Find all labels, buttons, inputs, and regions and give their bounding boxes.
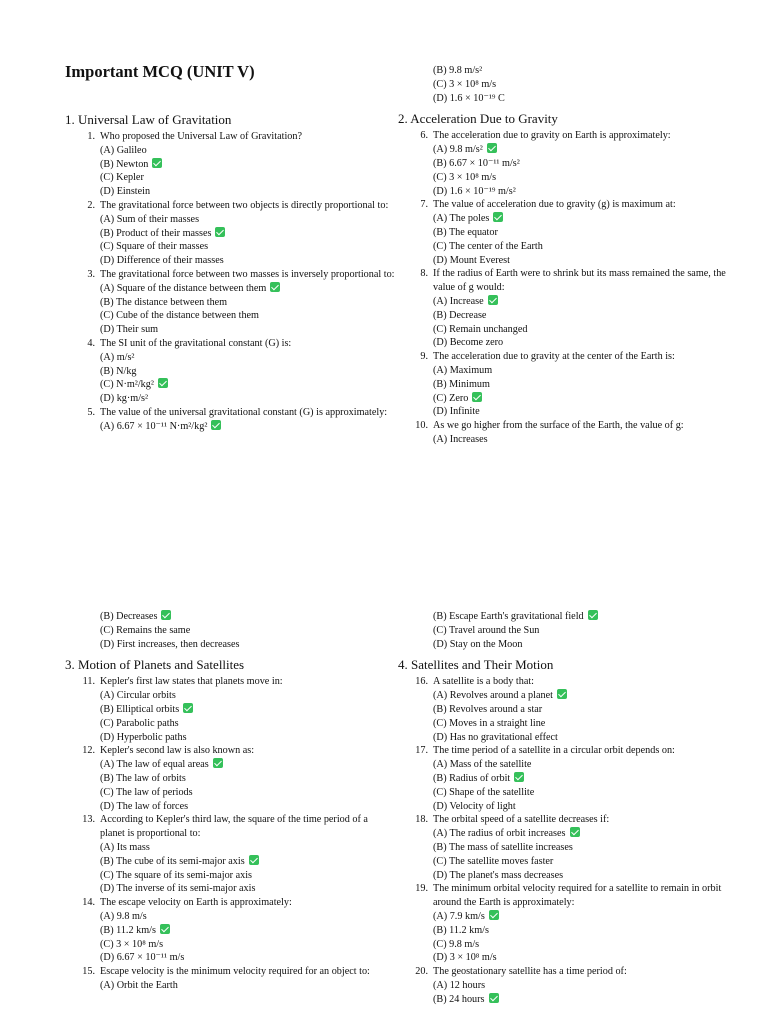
question-number: 14. (82, 897, 95, 909)
option-text: (C) Cube of the distance between them (100, 310, 259, 322)
question-row (398, 882, 728, 910)
check-mark-icon (161, 610, 171, 620)
question-number: 7. (420, 199, 428, 211)
check-mark-icon (588, 610, 598, 620)
question (398, 129, 728, 198)
question-number: 13. (82, 814, 95, 826)
answer-option (65, 254, 395, 268)
question-row (398, 129, 728, 143)
option-text: (D) Hyperbolic paths (100, 731, 187, 743)
check-mark-icon (489, 993, 499, 1003)
check-mark-icon (213, 758, 223, 768)
question-text: The value of the universal gravitational constant (G) is approximately: (100, 406, 388, 418)
question (65, 199, 395, 268)
question-text: The orbital speed of a satellite decreases if: (433, 814, 610, 826)
option-text: (A) 6.67 × 10⁻¹¹ N·m²/kg² (100, 420, 208, 432)
option-text: (A) Increases (433, 433, 488, 445)
option-text: (B) The mass of satellite increases (433, 841, 573, 853)
question (65, 965, 395, 993)
answer-option (398, 638, 728, 652)
question-row (398, 675, 728, 689)
option-text: (C) Parabolic paths (100, 717, 179, 729)
option-text: (D) Become zero (433, 337, 504, 349)
question-text: A satellite is a body that: (433, 676, 535, 688)
answer-option (65, 882, 395, 896)
answer-option (65, 365, 395, 379)
option-text: (B) Decreases (100, 611, 158, 622)
option-text: (B) The equator (433, 226, 498, 238)
option-text: (D) 3 × 10⁸ m/s (433, 952, 497, 964)
option-text: (D) 1.6 × 10⁻¹⁹ m/s² (433, 185, 516, 197)
page-title: Important MCQ (UNIT V) (65, 62, 255, 81)
option-text: (C) The center of the Earth (433, 240, 543, 252)
question (65, 406, 395, 434)
answer-option (398, 64, 728, 78)
question-text: The acceleration due to gravity on Earth is approximately: (433, 130, 671, 142)
option-text: (A) Square of the distance between them (100, 282, 267, 294)
option-text: (B) Revolves around a star (433, 703, 543, 715)
question-row (398, 198, 728, 212)
answer-option (65, 772, 395, 786)
answer-option (65, 841, 395, 855)
question (398, 267, 728, 350)
answer-option-correct (65, 703, 395, 717)
answer-option (398, 841, 728, 855)
option-text: (C) Moves in a straight line (433, 717, 546, 729)
answer-option (65, 689, 395, 703)
question-row (65, 268, 395, 282)
answer-option (398, 624, 728, 638)
option-text: (C) The square of its semi-major axis (100, 869, 253, 881)
section-heading: 1. Universal Law of Gravitation (65, 112, 232, 127)
check-mark-icon (570, 827, 580, 837)
question (398, 198, 728, 267)
answer-option (65, 979, 395, 993)
answer-option (65, 869, 395, 883)
question (398, 882, 728, 965)
question-number: 6. (420, 130, 428, 142)
option-text: (A) 9.8 m/s² (433, 144, 483, 156)
question-number: 5. (87, 406, 95, 418)
check-mark-icon (489, 910, 499, 920)
question-number: 17. (415, 745, 428, 757)
option-text: (D) Infinite (433, 406, 480, 418)
question-text: Escape velocity is the minimum velocity required for an object to: (100, 966, 370, 978)
answer-option (65, 938, 395, 952)
check-mark-icon (472, 392, 482, 402)
question-row (65, 744, 395, 758)
answer-option (398, 786, 728, 800)
answer-option-correct (65, 855, 395, 869)
answer-option (65, 213, 395, 227)
question-number: 11. (82, 676, 95, 688)
continued-options (398, 64, 728, 105)
answer-option (65, 951, 395, 965)
answer-option-correct (398, 689, 728, 703)
option-text: (C) 3 × 10⁸ m/s (433, 171, 497, 183)
option-text: (B) Elliptical orbits (100, 703, 180, 715)
question-row (65, 130, 395, 144)
option-text: (B) The distance between them (100, 296, 228, 308)
option-text: (A) 7.9 km/s (433, 910, 485, 922)
answer-option (398, 378, 728, 392)
answer-option (65, 309, 395, 323)
option-text: (A) 12 hours (433, 979, 486, 991)
question-number: 15. (82, 966, 95, 978)
question-text: The minimum orbital velocity required for a satellite to remain in orbit around the Earth is approximately: (433, 883, 722, 909)
answer-option (65, 624, 395, 638)
option-text: (B) Minimum (433, 378, 490, 390)
question (398, 965, 728, 1006)
question-text: If the radius of Earth were to shrink but its mass remained the same, the value of g would: (433, 268, 726, 294)
answer-option (65, 638, 395, 652)
option-text: (A) Circular orbits (100, 690, 176, 702)
question-number: 16. (415, 676, 428, 688)
answer-option (65, 717, 395, 731)
question-text: The SI unit of the gravitational constant (G) is: (100, 337, 292, 349)
answer-option (65, 323, 395, 337)
page1-left-column (65, 106, 395, 434)
option-text: (B) 24 hours (433, 993, 485, 1005)
question (398, 744, 728, 813)
question-text: The escape velocity on Earth is approximately: (100, 897, 292, 909)
check-mark-icon (160, 924, 170, 934)
check-mark-icon (270, 282, 280, 292)
question-text: The value of acceleration due to gravity (g) is maximum at: (433, 199, 676, 211)
option-text: (B) Decrease (433, 309, 487, 321)
answer-option (398, 78, 728, 92)
question-row (398, 350, 728, 364)
answer-option (65, 351, 395, 365)
question-row (65, 675, 395, 689)
check-mark-icon (183, 703, 193, 713)
answer-option (65, 144, 395, 158)
option-text: (D) First increases, then decreases (100, 638, 240, 650)
question (65, 268, 395, 337)
option-text: (B) 11.2 km/s (433, 924, 489, 936)
option-text: (B) 6.67 × 10⁻¹¹ m/s² (433, 157, 520, 169)
question-number: 3. (87, 268, 95, 280)
answer-option-correct (398, 392, 728, 406)
check-mark-icon (488, 295, 498, 305)
answer-option-correct (398, 910, 728, 924)
option-text: (B) Radius of orbit (433, 772, 511, 784)
question-number: 4. (87, 337, 95, 349)
option-text: (C) Zero (433, 392, 469, 404)
option-text: (A) The law of equal areas (100, 759, 209, 771)
check-mark-icon (487, 143, 497, 153)
answer-option-correct (398, 212, 728, 226)
answer-option (398, 405, 728, 419)
question-row (65, 896, 395, 910)
option-text: (B) Newton (100, 158, 149, 170)
answer-option-correct (65, 610, 395, 624)
option-text: (A) Revolves around a planet (433, 690, 553, 702)
question-row (398, 267, 728, 295)
option-text: (C) Remain unchanged (433, 323, 528, 335)
question-text: According to Kepler's third law, the square of the time period of a planet is proportional to: (100, 814, 368, 840)
answer-option (398, 157, 728, 171)
answer-option-correct (65, 420, 395, 434)
answer-option (398, 226, 728, 240)
answer-option (398, 855, 728, 869)
answer-option (398, 800, 728, 814)
question-number: 20. (415, 966, 428, 978)
answer-option (398, 336, 728, 350)
answer-option (398, 703, 728, 717)
question (65, 896, 395, 965)
option-text: (D) Einstein (100, 186, 151, 198)
question-row (65, 965, 395, 979)
question-text: Who proposed the Universal Law of Gravitation? (100, 131, 302, 142)
option-text: (A) 9.8 m/s (100, 910, 147, 922)
answer-option-correct (398, 772, 728, 786)
option-text: (D) Stay on the Moon (433, 638, 523, 650)
answer-option (65, 185, 395, 199)
answer-option (65, 392, 395, 406)
page2-right-column (398, 610, 728, 1007)
option-text: (D) The planet's mass decreases (433, 869, 564, 881)
answer-option (398, 323, 728, 337)
answer-option (398, 924, 728, 938)
answer-option (65, 800, 395, 814)
question-number: 8. (420, 268, 428, 280)
page2-left-column (65, 610, 395, 993)
question-text: The gravitational force between two masses is inversely proportional to: (100, 268, 395, 280)
option-text: (D) The inverse of its semi-major axis (100, 883, 256, 895)
question-number: 9. (420, 351, 428, 363)
check-mark-icon (249, 855, 259, 865)
question (398, 419, 728, 447)
option-text: (C) Square of their masses (100, 241, 209, 253)
check-mark-icon (514, 772, 524, 782)
option-text: (C) The law of periods (100, 786, 193, 798)
section-heading: 2. Acceleration Due to Gravity (398, 111, 558, 127)
option-text: (B) The cube of its semi-major axis (100, 855, 245, 867)
answer-option (398, 938, 728, 952)
question-number: 18. (415, 814, 428, 826)
answer-option (65, 731, 395, 745)
question-row (398, 813, 728, 827)
check-mark-icon (215, 227, 225, 237)
answer-option (65, 910, 395, 924)
section-heading: 3. Motion of Planets and Satellites (65, 657, 245, 673)
answer-option (398, 92, 728, 106)
option-text: (C) N·m²/kg² (100, 379, 154, 391)
option-text: (A) The radius of orbit increases (433, 828, 566, 840)
question-text: The acceleration due to gravity at the center of the Earth is: (433, 351, 675, 363)
answer-option (398, 731, 728, 745)
option-text: (B) 9.8 m/s² (433, 65, 483, 76)
question-row (65, 337, 395, 351)
question (65, 675, 395, 744)
question-text: Kepler's second law is also known as: (100, 745, 255, 757)
check-mark-icon (493, 212, 503, 222)
option-text: (D) Velocity of light (433, 800, 516, 812)
answer-option (398, 254, 728, 268)
option-text: (C) Shape of the satellite (433, 786, 535, 798)
answer-option-correct (65, 282, 395, 296)
option-text: (D) kg·m/s² (100, 393, 149, 405)
option-text: (D) Their sum (100, 324, 159, 336)
answer-option (398, 240, 728, 254)
question-number: 19. (415, 883, 428, 895)
check-mark-icon (152, 158, 162, 168)
answer-option (398, 433, 728, 447)
question-row (398, 744, 728, 758)
question (65, 813, 395, 896)
option-text: (C) Remains the same (100, 624, 191, 636)
question (65, 130, 395, 199)
option-text: (A) Maximum (433, 364, 493, 376)
question-row (65, 813, 395, 841)
question-text: The gravitational force between two objects is directly proportional to: (100, 199, 389, 211)
answer-option-correct (398, 993, 728, 1007)
question-number: 10. (415, 420, 428, 432)
option-text: (D) 6.67 × 10⁻¹¹ m/s (100, 952, 185, 964)
continued-options (65, 610, 395, 651)
answer-option-correct (398, 610, 728, 624)
answer-option (65, 786, 395, 800)
option-text: (B) Product of their masses (100, 227, 212, 239)
answer-option (398, 758, 728, 772)
question-text: The time period of a satellite in a circular orbit depends on: (433, 745, 675, 757)
option-text: (C) Travel around the Sun (433, 624, 540, 636)
option-text: (B) N/kg (100, 365, 137, 377)
question-text: As we go higher from the surface of the Earth, the value of g: (433, 420, 684, 432)
option-text: (C) 3 × 10⁸ m/s (100, 938, 164, 950)
question-number: 12. (82, 745, 95, 757)
question-row (65, 406, 395, 420)
option-text: (B) Escape Earth's gravitational field (433, 611, 584, 622)
option-text: (A) Galileo (100, 144, 147, 156)
answer-option-correct (65, 227, 395, 241)
option-text: (A) The poles (433, 213, 490, 225)
question-text: Kepler's first law states that planets move in: (100, 676, 283, 688)
option-text: (A) Increase (433, 295, 484, 307)
question-row (65, 199, 395, 213)
answer-option (398, 185, 728, 199)
continued-options (398, 610, 728, 651)
answer-option-correct (65, 924, 395, 938)
option-text: (D) The law of forces (100, 800, 189, 812)
option-text: (A) Sum of their masses (100, 213, 200, 225)
answer-option-correct (65, 758, 395, 772)
option-text: (A) m/s² (100, 351, 135, 363)
check-mark-icon (211, 420, 221, 430)
answer-option (398, 364, 728, 378)
option-text: (C) The satellite moves faster (433, 855, 554, 867)
answer-option (65, 296, 395, 310)
option-text: (B) The law of orbits (100, 772, 186, 784)
answer-option (65, 171, 395, 185)
answer-option (398, 717, 728, 731)
option-text: (C) Kepler (100, 172, 144, 184)
check-mark-icon (557, 689, 567, 699)
answer-option-correct (65, 378, 395, 392)
question-row (398, 419, 728, 433)
question (65, 744, 395, 813)
check-mark-icon (158, 378, 168, 388)
option-text: (D) Mount Everest (433, 254, 510, 266)
option-text: (C) 3 × 10⁸ m/s (433, 78, 497, 90)
option-text: (D) 1.6 × 10⁻¹⁹ C (433, 92, 505, 104)
page1-right-column (398, 64, 728, 447)
option-text: (C) 9.8 m/s (433, 938, 480, 950)
question (398, 813, 728, 882)
question-text: The geostationary satellite has a time period of: (433, 966, 627, 978)
question-number: 1. (87, 131, 95, 142)
question (65, 337, 395, 406)
question (398, 675, 728, 744)
section-heading: 4. Satellites and Their Motion (398, 657, 554, 673)
question-number: 2. (87, 199, 95, 211)
answer-option (65, 240, 395, 254)
answer-option-correct (65, 158, 395, 172)
option-text: (A) Orbit the Earth (100, 979, 178, 991)
answer-option (398, 869, 728, 883)
option-text: (A) Mass of the satellite (433, 759, 532, 771)
option-text: (B) 11.2 km/s (100, 924, 156, 936)
option-text: (A) Its mass (100, 841, 150, 853)
answer-option-correct (398, 295, 728, 309)
answer-option-correct (398, 827, 728, 841)
answer-option (398, 171, 728, 185)
question (398, 350, 728, 419)
option-text: (D) Difference of their masses (100, 255, 224, 267)
answer-option (398, 951, 728, 965)
option-text: (D) Has no gravitational effect (433, 731, 558, 743)
question-row (398, 965, 728, 979)
answer-option (398, 309, 728, 323)
answer-option-correct (398, 143, 728, 157)
answer-option (398, 979, 728, 993)
